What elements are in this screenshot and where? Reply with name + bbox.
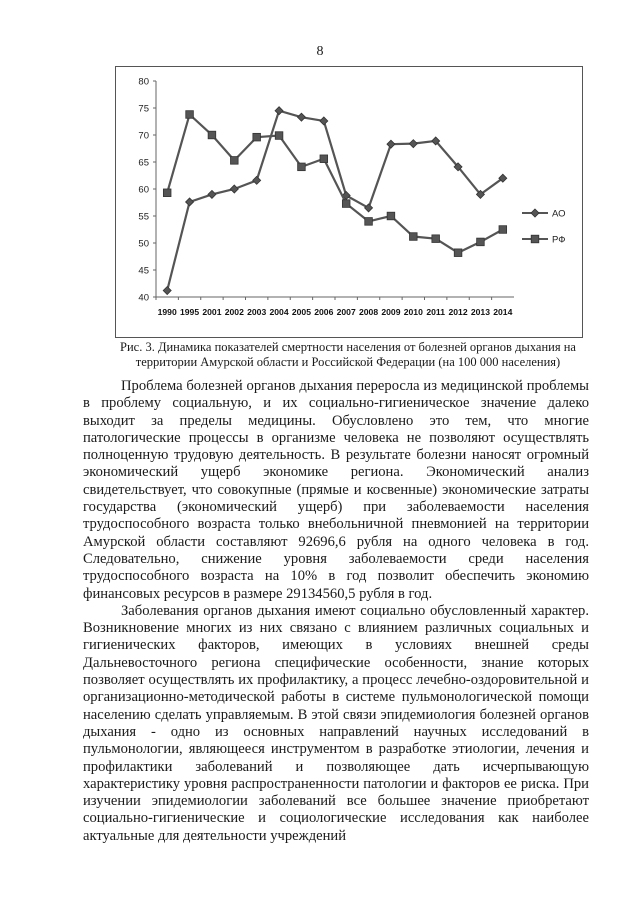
chart-svg	[116, 67, 582, 337]
paragraph-2: Заболевания органов дыхания имеют социально обусловленный характер. Возникновение многих из них связано с влиянием различных социальных и гигиенических факторов, имеющих в условиях внешней среды Дальневосточного региона специфические особенности, знание которых позволяет осуществлять их профилактику, а процесс лечебно-оздоровительной и организационно-методической работы в системе пульмонологической помощи населению сделать управляемым. В этой связи эпидемиология болезней органов дыхания - одно из основных направлений научных исследований в пульмонологии, являющееся инструментом в разработке этиологии, лечения и профилактики заболеваний и позволяющее дать исчерпывающую характеристику уровня распространенности патологии и факторов ее риска. При изучении эпидемиологии заболеваний все большее значение приобретают социально-гигиенические и социологические исследования как наиболее актуальные для деятельности учреждений	[83, 602, 589, 844]
data-point-ao	[253, 176, 261, 184]
x-tick-label: 2011	[426, 307, 446, 317]
x-tick-label: 2008	[359, 307, 379, 317]
x-tick-label: 1990	[157, 307, 177, 317]
data-point-rf	[342, 200, 350, 208]
data-point-rf	[477, 238, 485, 246]
y-tick-label: 75	[138, 103, 149, 115]
x-tick-label: 2005	[291, 307, 311, 317]
legend-marker-ao	[531, 209, 539, 217]
data-point-rf	[208, 131, 216, 139]
data-point-rf	[186, 111, 194, 119]
x-tick-label: 2012	[448, 307, 468, 317]
y-tick-label: 65	[138, 157, 149, 169]
data-point-ao	[230, 185, 238, 193]
data-point-ao	[320, 117, 328, 125]
x-tick-label: 2006	[314, 307, 334, 317]
data-point-rf	[499, 226, 507, 234]
x-tick-label: 2010	[403, 307, 423, 317]
data-point-rf	[432, 235, 440, 243]
x-tick-label: 2007	[336, 307, 356, 317]
y-tick-label: 40	[138, 292, 149, 304]
figure-caption	[108, 340, 588, 370]
x-tick-label: 2002	[224, 307, 244, 317]
data-point-ao	[208, 190, 216, 198]
data-point-rf	[231, 157, 239, 165]
y-tick-label: 80	[138, 76, 149, 88]
y-tick-label: 50	[138, 238, 149, 250]
x-tick-label: 2001	[202, 307, 222, 317]
data-point-rf	[320, 155, 328, 163]
data-point-ao	[297, 113, 305, 121]
page-number: 8	[316, 44, 324, 59]
x-tick-label: 2014	[493, 307, 513, 317]
data-point-rf	[253, 133, 261, 141]
x-tick-label: 1995	[180, 307, 200, 317]
paragraph-1: Проблема болезней органов дыхания переросла из медицинской проблемы в проблему социальную, и их социально-гигиеническое значение далеко выходит за пределы медицины. Обусловлено это тем, что многие патологические процессы в организме человека не позволяют осуществлять полноценную трудовую деятельность. В результате болезни наносят огромный экономический ущерб экономике региона. Экономический анализ свидетельствует, что совокупные (прямые и косвенные) экономические затраты государства (экономический ущерб) при заболеваемости населения трудоспособного возраста только внебольничной пневмонией на территории Амурской области составляют 92696,6 рубля на одного человека в год. Следовательно, снижение уровня заболеваемости среди населения трудоспособного возраста на 10% в год позволит обеспечить экономию финансовых ресурсов в размере 29134560,5 рубля в год.	[83, 378, 589, 602]
data-point-rf	[365, 218, 373, 226]
y-tick-label: 70	[138, 130, 149, 142]
data-point-ao	[387, 140, 395, 148]
data-point-ao	[186, 198, 194, 206]
caption-line-1: Рис. 3. Динамика показателей смертности населения от болезней органов дыхания на	[120, 340, 576, 354]
caption-line-2: территории Амурской области и Российской Федерации (на 100 000 населения)	[135, 355, 561, 369]
legend-label-2: РФ	[552, 234, 566, 246]
line-chart	[115, 66, 583, 338]
data-point-ao	[409, 140, 417, 148]
legend-marker-rf	[531, 235, 539, 243]
series-line-2	[167, 114, 503, 252]
y-tick-label: 45	[138, 265, 149, 277]
data-point-rf	[275, 132, 283, 140]
x-tick-label: 2004	[269, 307, 289, 317]
x-tick-label: 2013	[470, 307, 490, 317]
x-tick-label: 2003	[247, 307, 267, 317]
data-point-ao	[163, 287, 171, 295]
body-text	[83, 378, 589, 845]
data-point-rf	[410, 233, 418, 241]
data-point-ao	[275, 107, 283, 115]
y-tick-label: 60	[138, 184, 149, 196]
legend-label-1: АО	[552, 208, 566, 220]
series-line-1	[167, 111, 503, 291]
y-tick-label: 55	[138, 211, 149, 223]
data-point-rf	[163, 189, 171, 197]
x-tick-label: 2009	[381, 307, 401, 317]
data-point-rf	[298, 163, 306, 171]
data-point-rf	[454, 249, 462, 257]
data-point-rf	[387, 212, 395, 220]
